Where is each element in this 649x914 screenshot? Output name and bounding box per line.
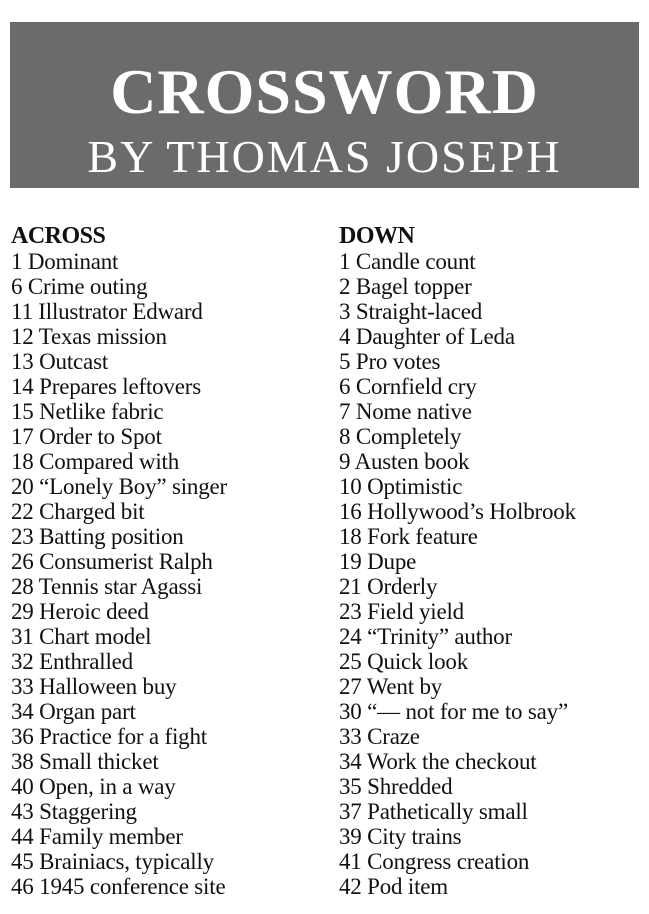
down-clue: 30 “— not for me to say” xyxy=(339,699,568,724)
across-column xyxy=(11,224,331,899)
across-clue: 43 Staggering xyxy=(11,799,137,824)
across-clue: 32 Enthralled xyxy=(11,649,133,674)
down-clue: 37 Pathetically small xyxy=(339,799,528,824)
across-clue: 17 Order to Spot xyxy=(11,424,162,449)
down-clue: 9 Austen book xyxy=(339,449,470,474)
across-clue: 1 Dominant xyxy=(11,249,119,274)
across-clue: 44 Family member xyxy=(11,824,183,849)
across-clue: 13 Outcast xyxy=(11,349,109,374)
down-clue: 35 Shredded xyxy=(339,774,453,799)
down-clue-list xyxy=(339,249,644,899)
down-clue: 25 Quick look xyxy=(339,649,468,674)
puzzle-title: CROSSWORD xyxy=(110,56,539,127)
across-clue: 28 Tennis star Agassi xyxy=(11,574,203,599)
across-clue: 33 Halloween buy xyxy=(11,674,177,699)
across-clue: 11 Illustrator Edward xyxy=(11,299,203,324)
puzzle-byline: BY THOMAS JOSEPH xyxy=(87,131,562,182)
down-clue: 21 Orderly xyxy=(339,574,438,599)
across-clue: 38 Small thicket xyxy=(11,749,159,774)
across-clue: 22 Charged bit xyxy=(11,499,145,524)
down-clue: 10 Optimistic xyxy=(339,474,463,499)
across-clue: 40 Open, in a way xyxy=(11,774,176,799)
down-clue: 41 Congress creation xyxy=(339,849,530,874)
across-clue: 6 Crime outing xyxy=(11,274,148,299)
down-clue: 42 Pod item xyxy=(339,874,448,899)
across-clue: 18 Compared with xyxy=(11,449,179,474)
down-clue: 19 Dupe xyxy=(339,549,417,574)
across-clue: 34 Organ part xyxy=(11,699,136,724)
down-clue: 27 Went by xyxy=(339,674,443,699)
title-banner xyxy=(10,22,639,188)
down-clue: 33 Craze xyxy=(339,724,420,749)
down-clue: 34 Work the checkout xyxy=(339,749,537,774)
down-clue: 4 Daughter of Leda xyxy=(339,324,515,349)
down-clue: 2 Bagel topper xyxy=(339,274,472,299)
across-clue: 45 Brainiacs, typically xyxy=(11,849,214,874)
down-clue: 8 Completely xyxy=(339,424,462,449)
down-clue: 1 Candle count xyxy=(339,249,476,274)
down-clue: 24 “Trinity” author xyxy=(339,624,512,649)
down-clue: 3 Straight-laced xyxy=(339,299,483,324)
across-clue: 12 Texas mission xyxy=(11,324,167,349)
down-heading: DOWN xyxy=(339,223,415,249)
down-column xyxy=(339,224,644,899)
down-clue: 7 Nome native xyxy=(339,399,472,424)
across-heading: ACROSS xyxy=(11,223,106,249)
across-clue: 20 “Lonely Boy” singer xyxy=(11,474,227,499)
across-clue: 36 Practice for a fight xyxy=(11,724,207,749)
across-clue: 15 Netlike fabric xyxy=(11,399,164,424)
across-clue-list xyxy=(11,249,331,899)
down-clue: 39 City trains xyxy=(339,824,462,849)
down-clue: 6 Cornfield cry xyxy=(339,374,477,399)
across-clue: 26 Consumerist Ralph xyxy=(11,549,213,574)
across-clue: 29 Heroic deed xyxy=(11,599,149,624)
across-clue: 14 Prepares leftovers xyxy=(11,374,201,399)
down-clue: 5 Pro votes xyxy=(339,349,441,374)
down-clue: 16 Hollywood’s Holbrook xyxy=(339,499,576,524)
across-clue: 23 Batting position xyxy=(11,524,184,549)
across-clue: 46 1945 conference site xyxy=(11,874,226,899)
across-clue: 31 Chart model xyxy=(11,624,152,649)
down-clue: 23 Field yield xyxy=(339,599,464,624)
down-clue: 18 Fork feature xyxy=(339,524,478,549)
